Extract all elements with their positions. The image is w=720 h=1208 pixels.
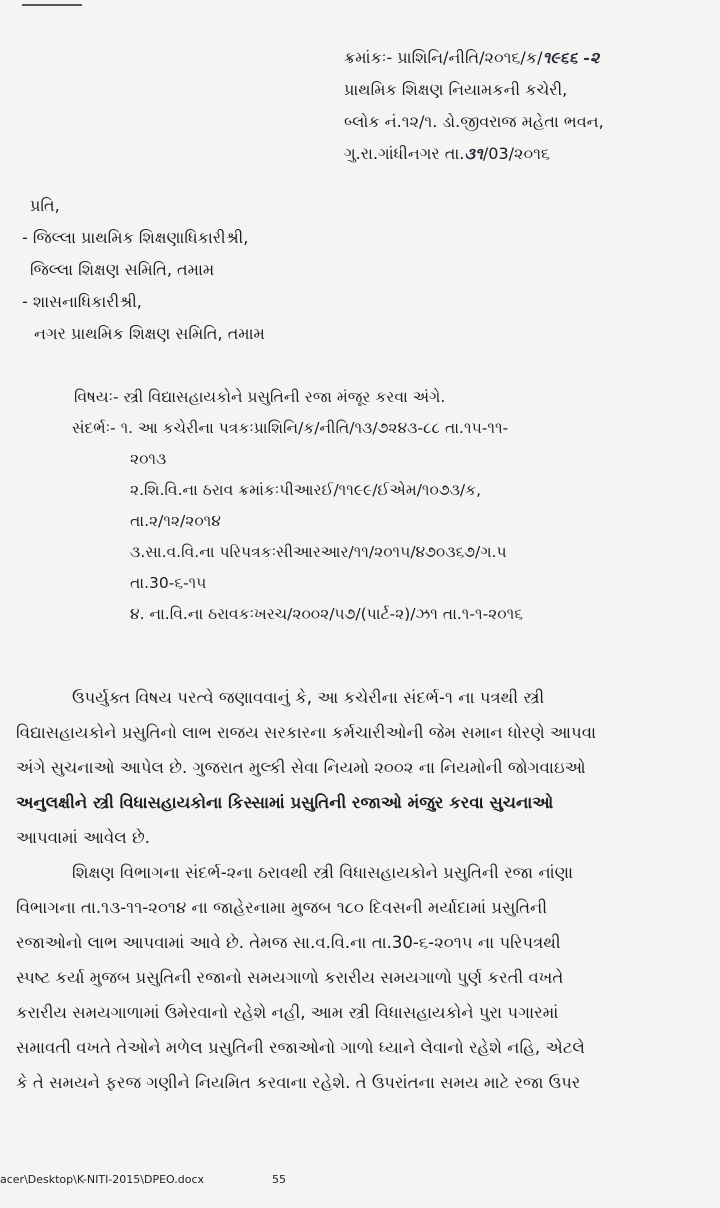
addressee-line-3: - શાસનાધિકારીશ્રી, [22,292,142,311]
office-name: પ્રાથમિક શિક્ષણ નિયામકની કચેરી, [344,80,568,99]
addressee-line-2: જિલ્લા શિક્ષણ સમિતિ, તમામ [30,260,215,279]
place-date-line [344,138,714,170]
subject-block [74,382,714,630]
paragraph-1-line: વિદ્યાસહાયકોને પ્રસુતિનો લાભ રાજય સરકારના કર્મચારીઓની જેમ સમાન ધોરણે આપવા [16,723,597,742]
reference-line-2: ૨.શિ.વિ.ના ઠરાવ ક્રમાંકઃપીઆરઈ/૧૧૯૯/ઈએમ/૧૦૭૩/ક, [130,481,482,499]
paragraph-1 [16,680,712,855]
paragraph-1-line: આપવામાં આવેલ છે. [16,828,150,847]
paragraph-1-line: ઉપર્યુક્ત વિષય પરત્વે જણાવવાનું કે, આ કચેરીના સંદર્ભ-૧ ના પત્રથી સ્ત્રી [72,688,545,707]
reference-line-1-cont: ૨૦૧૩ [130,450,167,468]
place-date-prefix: ગુ.રા.ગાંધીનગર તા. [344,144,465,163]
document-footer [0,1173,286,1186]
paragraph-1-line: અનુલક્ષીને સ્ત્રી વિધાસહાયકોના કિસ્સામાં પ્રસુતિની રજાઓ મંજુર કરવા સુચનાઓ [16,793,554,812]
addressee-line-1: - જિલ્લા પ્રાથમિક શિક્ષણાધિકારીશ્રી, [22,228,249,247]
letter-header [344,42,714,170]
reference-line-2-cont: તા.૨/૧૨/૨૦૧૪ [130,512,221,530]
handwritten-date-day: ૩૧ [464,144,483,163]
reference-line-3-cont: તા.30-૬-૧૫ [130,574,207,592]
file-path: acer\Desktop\K-NITI-2015\DPEO.docx [0,1173,205,1186]
reference-prefix: ક્રમાંકઃ- પ્રાશિનિ/નીતિ/૨૦૧૬/ક/ [344,48,543,67]
letter-body [16,680,712,1100]
paragraph-1-line: અંગે સુચનાઓ આપેલ છે. ગુજરાત મુલ્કી સેવા નિયમો ૨૦૦૨ ના નિયમોની જોગવાઇઓ [16,758,586,777]
scan-edge-mark [22,4,82,16]
paragraph-2-line: રજાઓનો લાભ આપવામાં આવે છે. તેમજ સા.વ.વિ.ના તા.30-૬-૨૦૧૫ ના પરિપત્રથી [16,933,561,952]
paragraph-2-line: કે તે સમયને ફરજ ગણીને નિયમિત કરવાના રહેશે. તે ઉપરાંતના સમય માટે રજા ઉપર [16,1073,581,1092]
paragraph-2-line: વિભાગના તા.૧૩-૧૧-૨૦૧૪ ના જાહેરનામા મુજબ ૧૮૦ દિવસની મર્યાદામાં પ્રસુતિની [16,898,548,917]
place-date-suffix: /03/૨૦૧૬ [482,144,550,163]
paragraph-2-line: સ્પષ્ટ કર્યા મુજબ પ્રસુતિની રજાનો સમયગાળો કરારીય સમયગાળો પુર્ણ કરતી વખતે [16,968,564,987]
reference-line-4: ૪. ના.વિ.ના ઠરાવકઃખરચ/૨૦૦૨/૫૭/(પાર્ટ-૨)/ઝ૧ તા.૧-૧-૨૦૧૬ [130,605,523,623]
paragraph-2-line: કરારીય સમયગાળામાં ઉમેરવાનો રહેશે નહી, આમ સ્ત્રી વિધાસહાયકોને પુરા પગારમાં [16,1003,559,1022]
paragraph-2-line: શિક્ષણ વિભાગના સંદર્ભ-૨ના ઠરાવથી સ્ત્રી વિધાસહાયકોને પ્રસુતિની રજા નાંણા [72,863,574,882]
addressee-block [22,190,662,350]
subject-line: વિષયઃ- સ્ત્રી વિદ્યાસહાયકોને પ્રસુતિની રજા મંજૂર કરવા અંગે. [74,388,446,406]
office-block-address: બ્લોક નં.૧૨/૧. ડો.જીવરાજ મહેતા ભવન, [344,112,604,131]
paragraph-2 [16,855,712,1100]
reference-line-3: ૩.સા.વ.વિ.ના પરિપત્રકઃસીઆરઆર/૧૧/૨૦૧૫/૪૭૦૩૬૭/ગ.પ [130,543,507,561]
page-number: 55 [272,1173,286,1186]
handwritten-reference-number: ૧૯૬૬ -૨ [542,48,600,67]
paragraph-2-line: સમાવતી વખતે તેઓને મળેલ પ્રસુતિની રજાઓનો ગાળો ધ્યાને લેવાનો રહેશે નહિ, એટલે [16,1038,585,1057]
to-label: પ્રતિ, [30,196,60,215]
reference-line-1: સંદર્ભઃ- ૧. આ કચેરીના પત્રકઃપ્રાશિનિ/ક/નીતિ/૧૩/૭૨૪૩-૮૮ તા.૧૫-૧૧- [72,419,509,437]
reference-number-line [344,42,714,74]
addressee-line-4: નગર પ્રાથમિક શિક્ષણ સમિતિ, તમામ [34,324,265,343]
